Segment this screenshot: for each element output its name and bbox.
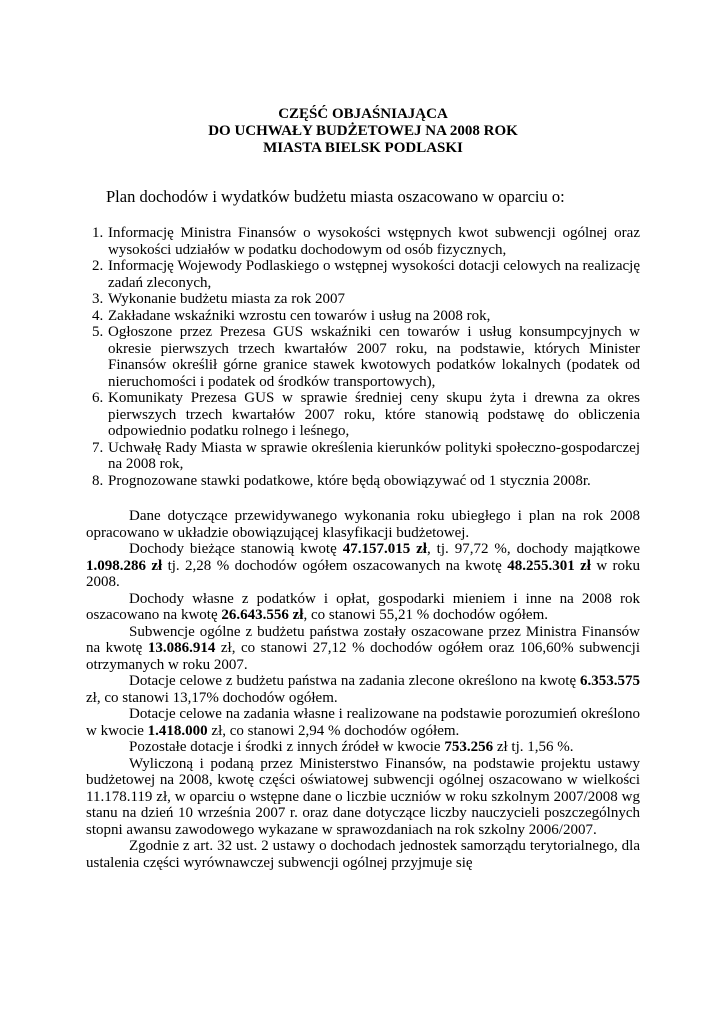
current-income-amount: 47.157.015 zł xyxy=(342,541,427,557)
intro-sentence: Plan dochodów i wydatków budżetu miasta oszacowano w oparciu o: xyxy=(106,187,565,206)
list-item: 3. Wykonanie budżetu miasta za rok 2007 xyxy=(107,291,640,308)
sources-list xyxy=(86,225,640,489)
list-item: 1. Informację Ministra Finansów o wysokości wstępnych kwot subwencji ogólnej oraz wysokości udziałów w podatku dochodowym od osób fizycznych, xyxy=(107,225,640,258)
paragraph-education-subsidy: Wyliczoną i podaną przez Ministerstwo Finansów, na podstawie projektu ustawy budżetowej na 2008, kwotę części oświatowej subwencji ogólnej oszacowano w wielkości 11.178.119 zł, w oparciu o wstępne dane o liczbie uczniów w roku szkolnym 2007/2008 wg stanu na dzień 10 września 2007 r. oraz dane dotyczące liczby nauczycieli poszczególnych stopni awansu zawodowego wykazane w sprawozdaniach na rok szkolny 2006/2007. xyxy=(86,755,640,838)
paragraph-general-subsidies: Subwencje ogólne z budżetu państwa zostały oszacowane przez Ministra Finansów na kwotę 13.086.914 zł, co stanowi 27,12 % dochodów ogółem oraz 106,60% subwencji otrzymanych w roku 2007. xyxy=(86,623,641,673)
list-item: 4. Zakładane wskaźniki wzrostu cen towarów i usług na 2008 rok, xyxy=(107,308,640,325)
general-subsidies-amount: 13.086.914 xyxy=(147,640,216,656)
asset-income-amount: 1.098.286 zł xyxy=(86,557,163,574)
total-income-amount: 48.255.301 zł xyxy=(507,557,591,574)
own-task-grants-amount: 1.418.000 xyxy=(147,722,208,739)
list-item: 6. Komunikaty Prezesa GUS w sprawie średniej ceny skupu żyta i drewna za okres pierwszych trzech kwartałów 2007 roku, które stanowią podstawę do obliczenia odpowiednio podatku rolnego i leśnego, xyxy=(107,390,640,440)
list-item: 8. Prognozowane stawki podatkowe, które będą obowiązywać od 1 stycznia 2008r. xyxy=(107,473,640,490)
document-page xyxy=(86,106,640,871)
paragraph-own-task-grants: Dotacje celowe na zadania własne i realizowane na podstawie porozumień określono w kwocie 1.418.000 zł, co stanowi 2,94 % dochodów ogółem. xyxy=(86,706,640,739)
heading-line-1: CZĘŚĆ OBJAŚNIAJĄCA xyxy=(278,106,448,122)
body-text xyxy=(86,508,640,871)
commissioned-grants-amount: 6.353.575 xyxy=(580,673,640,689)
list-item: 2. Informację Wojewody Podlaskiego o wstępnej wysokości dotacji celowych na realizację zadań zleconych, xyxy=(107,258,640,291)
list-item: 7. Uchwałę Rady Miasta w sprawie określenia kierunków polityki społeczno-gospodarczej na 2008 rok, xyxy=(107,440,640,473)
other-grants-amount: 753.256 xyxy=(444,739,494,755)
document-heading xyxy=(86,106,640,157)
heading-line-2: DO UCHWAŁY BUDŻETOWEJ NA 2008 ROK xyxy=(208,123,518,139)
paragraph-commissioned-grants: Dotacje celowe z budżetu państwa na zadania zlecone określono na kwotę 6.353.575 zł, co stanowi 13,17% dochodów ogółem. xyxy=(86,673,640,706)
own-income-amount: 26.643.556 zł xyxy=(221,607,304,623)
paragraph-other-grants: Pozostałe dotacje i środki z innych źródeł w kwocie 753.256 zł tj. 1,56 %. xyxy=(129,739,574,755)
heading-line-3: MIASTA BIELSK PODLASKI xyxy=(263,140,463,156)
list-item: 5. Ogłoszone przez Prezesa GUS wskaźniki cen towarów i usług konsumpcyjnych w okresie pierwszych trzech kwartałów 2007 roku, na podstawie, których Minister Finansów określił górne granice stawek kwotowych podatków lokalnych (podatek od nieruchomości i podatek od środków transportowych), xyxy=(107,324,640,390)
paragraph-classification: Dane dotyczące przewidywanego wykonania roku ubiegłego i plan na rok 2008 opracowano w układzie obowiązującej klasyfikacji budżetowej. xyxy=(86,508,640,541)
paragraph-own-income: Dochody własne z podatków i opłat, gospodarki mieniem i inne na 2008 rok oszacowano na kwotę 26.643.556 zł, co stanowi 55,21 % dochodów ogółem. xyxy=(86,590,640,623)
paragraph-equalization: Zgodnie z art. 32 ust. 2 ustawy o dochodach jednostek samorządu terytorialnego, dla ustalenia części wyrównawczej subwencji ogólnej przyjmuje się xyxy=(86,838,640,871)
paragraph-current-income: Dochody bieżące stanowią kwotę 47.157.015 zł, tj. 97,72 %, dochody majątkowe 1.098.286 zł tj. 2,28 % dochodów ogółem oszacowanych na kwotę 48.255.301 zł w roku 2008. xyxy=(86,541,641,590)
